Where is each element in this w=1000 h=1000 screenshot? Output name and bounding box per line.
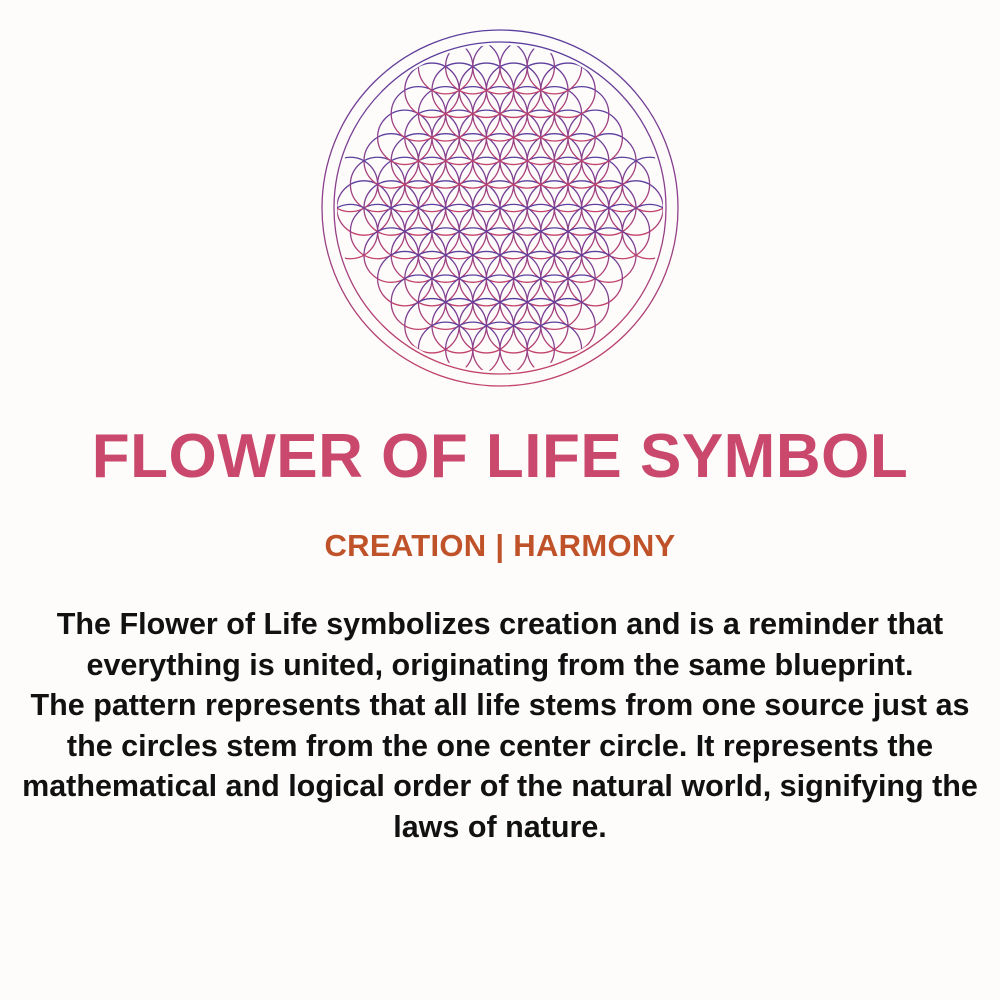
description-block — [20, 604, 980, 847]
flower-of-life-symbol-container — [0, 8, 1000, 408]
description-paragraph-2: The pattern represents that all life stems from one source just as the circles stem from the one center circle. It represents the mathematical and logical order of the natural world, signifying the laws of nature. — [22, 688, 978, 844]
page-subtitle: CREATION | HARMONY — [324, 528, 676, 563]
description-paragraph-1: The Flower of Life symbolizes creation and is a reminder that everything is united, originating from the same blueprint. — [56, 607, 944, 682]
page-title: FLOWER OF LIFE SYMBOL — [91, 422, 909, 491]
flower-of-life-icon — [310, 18, 690, 398]
